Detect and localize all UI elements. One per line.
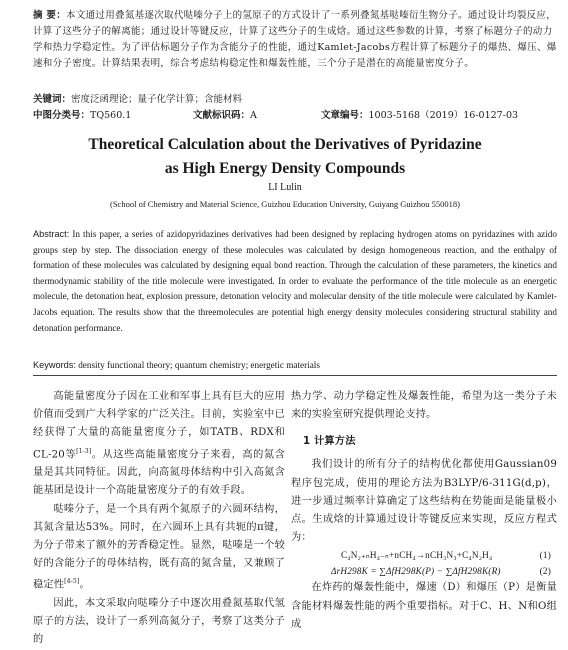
citation-ref: [4-5] [64, 578, 80, 586]
paragraph-text: 哒嗪分子，是一个具有两个氮原子的六圆环结构，其氮含量达53%。同时，在六圆环上具有共轭的π键，为分子带来了额外的芳香稳定性。显然，哒嗪是一个较好的含能分子的母体结构，既有高的氮含量，又兼顾了稳定性 [33, 503, 285, 591]
document-code-label: 文献标识码： [193, 110, 251, 121]
equation-2 [291, 563, 557, 579]
section-divider [33, 375, 557, 376]
equation-formula: C₄N₂₊ₙH₄₋ₙ+nCH₄→nCH₃N₃+C₄N₂H₄ [341, 550, 493, 561]
article-number [321, 108, 518, 124]
document-code [193, 108, 257, 124]
body-paragraph: 在炸药的爆轰性能中，爆速（D）和爆压（P）是衡量含能材料爆轰性能的两个重要指标。对于C、H、N和O组成 [291, 582, 557, 630]
body-paragraph: 我们设计的所有分子的结构优化都使用Gaussian09程序包完成，使用的理论方法为B3LYP/6-311G(d,p)，进一步通过频率计算确定了这些结构在势能面是能量极小点。生成焓的计算通过设计等键反应来实现，反应方程式为： [291, 459, 557, 544]
author-name: LI Lulin [268, 182, 302, 193]
paragraph-text: 。 [79, 579, 90, 591]
chinese-keywords [33, 92, 557, 108]
english-title-line1: Theoretical Calculation about the Derivatives of Pyridazine [88, 136, 482, 153]
paragraph-text: 。从这些高能量密度分子来看，高的氮含量是其共同特征。因此，向高氮母体结构中引入高氮含能基团是设计一个高能量密度分子的有效手段。 [33, 449, 285, 497]
english-title-line2: as High Energy Density Compounds [164, 160, 406, 177]
clc-number [33, 108, 131, 124]
chinese-keywords-label: 关键词： [33, 94, 72, 105]
body-paragraph [33, 388, 285, 501]
article-number-label: 文章编号： [321, 110, 369, 121]
equation-number: (1) [539, 550, 551, 561]
body-paragraph: 热力学、动力学稳定性及爆轰性能，希望为这一类分子未来的实验室研究提供理论支持。 [291, 391, 557, 421]
section-heading: 1 计算方法 [303, 436, 356, 448]
chinese-abstract [33, 8, 557, 72]
english-abstract [33, 227, 557, 336]
chinese-abstract-label: 摘 要： [33, 10, 67, 21]
body-paragraph [33, 501, 285, 595]
body-column-left [33, 388, 285, 650]
english-keywords-text: density functional theory; quantum chemistry; energetic materials [75, 360, 320, 370]
english-title [20, 133, 550, 181]
article-meta-row [33, 108, 557, 124]
clc-value: TQ560.1 [90, 110, 132, 121]
english-keywords-label: Keywords: [33, 360, 76, 370]
english-keywords [33, 358, 557, 372]
body-paragraph: 因此，本文采取向哒嗪分子中逐次用叠氮基取代氢原子的方法，设计了一系列高氮分子，考察了这类分子的 [33, 598, 285, 646]
author-affiliation: (School of Chemistry and Material Science, Guizhou Education University, Guiyang Guizhou 550018) [110, 199, 460, 209]
clc-label: 中图分类号： [33, 110, 91, 121]
english-abstract-text: In this paper, a series of azidopyridazines derivatives had been designed by replacing hydrogen atoms on pyridazines with azido groups step by step. The dissociation energy of these molecules was calculated by design homogeneous reaction, and the enthalpy of formation of these molecules was calculated by designing equal bond reaction. Through the calculation of these parameters, the kinetics and thermodynamic stability of the title molecule were investigated. In order to evaluate the performance of the title molecule as an energetic molecule, the detonation heat, explosion pressure, detonation velocity and molecular density of the title molecule were calculated by Kamlet-Jacobs equation. The results show that the threemolecules are potential high energy density molecules considering structural stability and detonation performance. [33, 229, 557, 333]
chinese-keywords-text: 密度泛函理论；量子化学计算；含能材料 [71, 94, 243, 105]
document-code-value: A [250, 110, 257, 121]
equation-1 [291, 547, 557, 563]
article-number-value: 1003-5168（2019）16-0127-03 [368, 110, 519, 121]
english-abstract-label: Abstract: [33, 229, 70, 239]
equation-number: (2) [539, 566, 551, 577]
equation-formula: ΔrH298K = ∑ΔfH298K(P) − ∑ΔfH298K(R) [331, 566, 501, 577]
chinese-abstract-text: 本文通过用叠氮基逐次取代哒嗪分子上的氢原子的方式设计了一系列叠氮基哒嗪衍生物分子。通过设计均裂反应，计算了这些分子的解离能；通过设计等键反应，计算了这些分子的生成焓。通过这些参数的计算，考察了标题分子的动力学和热力学稳定性。为了评估标题分子作为含能分子的性能，通过Kamlet-Jacobs方程计算了标题分子的爆热、爆压、爆速和分子密度。计算结果表明，综合考虑结构稳定性和爆轰性能，三个分子是潜在的高能量密度分子。 [33, 10, 557, 69]
paragraph-text: 高能量密度分子因在工业和军事上具有巨大的应用价值而受到广大科学家的广泛关注。目前，实验室中已经获得了大量的高能量密度分子，如TATB、RDX和CL-20等 [33, 391, 285, 460]
citation-ref: [1-3] [76, 447, 92, 455]
body-column-right [291, 388, 557, 634]
